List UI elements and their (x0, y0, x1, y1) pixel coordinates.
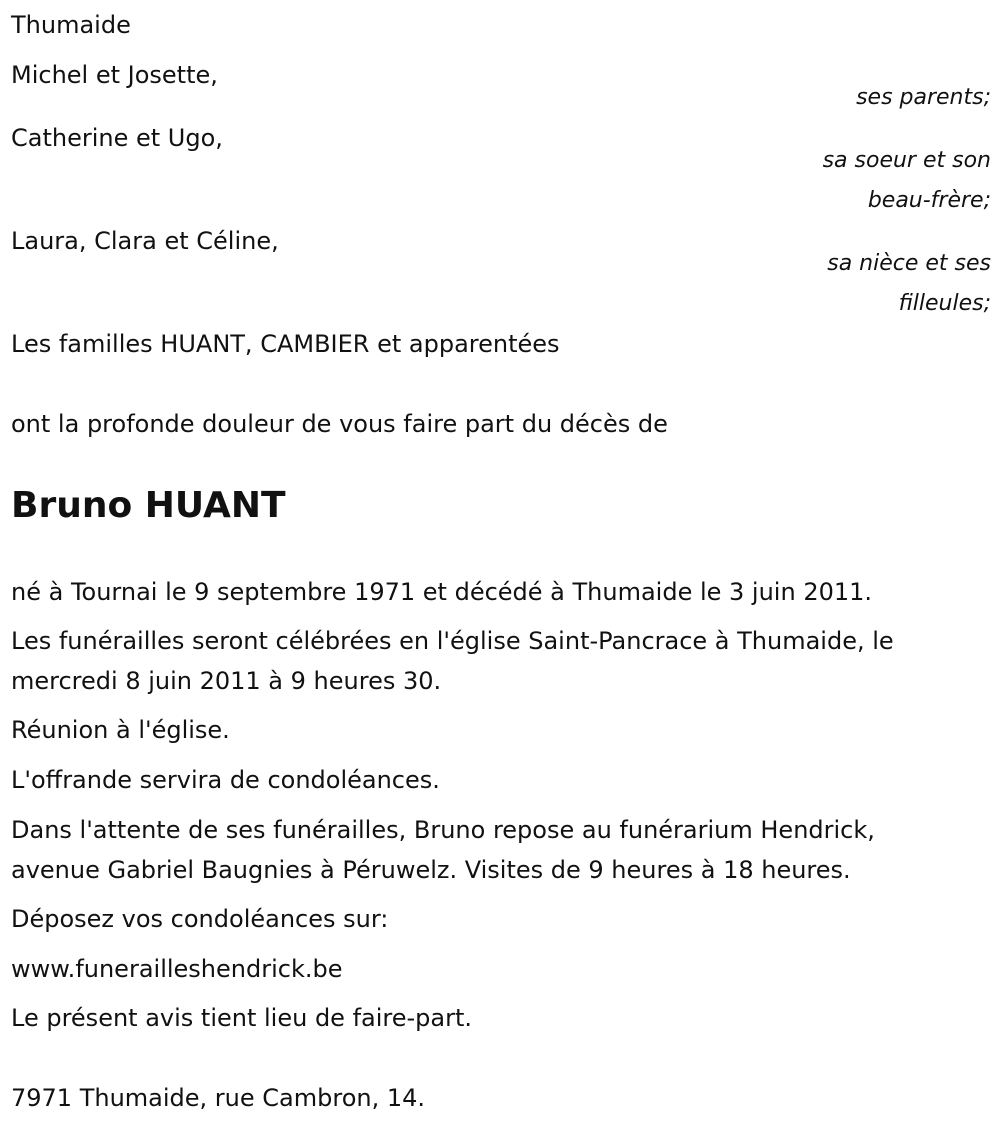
family-sister-relation-line2: beau-frère; (867, 188, 991, 213)
family-parents-relation: ses parents; (856, 85, 991, 110)
rest-line-2: avenue Gabriel Baugnies à Péruwelz. Visites de 9 heures à 18 heures. (11, 856, 851, 884)
announcement-text: ont la profonde douleur de vous faire part du décès de (11, 410, 668, 438)
families-line: Les familles HUANT, CAMBIER et apparentées (11, 330, 560, 358)
condolences-label: Déposez vos condoléances sur: (11, 905, 389, 933)
offering-line: L'offrande servira de condoléances. (11, 766, 440, 794)
family-nieces-relation-line1: sa nièce et ses (827, 251, 991, 276)
family-sister-names: Catherine et Ugo, (11, 124, 223, 152)
funeral-line-1: Les funérailles seront célébrées en l'église Saint-Pancrace à Thumaide, le (11, 627, 894, 655)
deceased-name: Bruno HUANT (11, 485, 286, 526)
family-nieces-names: Laura, Clara et Céline, (11, 227, 279, 255)
rest-line-1: Dans l'attente de ses funérailles, Bruno repose au funérarium Hendrick, (11, 816, 875, 844)
website-link[interactable]: www.funerailleshendrick.be (11, 955, 343, 983)
address-line: 7971 Thumaide, rue Cambron, 14. (11, 1084, 426, 1112)
family-parents-names: Michel et Josette, (11, 61, 218, 89)
notice-line: Le présent avis tient lieu de faire-part. (11, 1004, 473, 1032)
family-nieces-relation-line2: filleules; (898, 291, 991, 316)
funeral-line-2: mercredi 8 juin 2011 à 9 heures 30. (11, 667, 442, 695)
family-sister-relation-line1: sa soeur et son (822, 148, 991, 173)
birth-death-line: né à Tournai le 9 septembre 1971 et décédé à Thumaide le 3 juin 2011. (11, 578, 873, 606)
gathering-line: Réunion à l'église. (11, 716, 230, 744)
place-heading: Thumaide (11, 11, 131, 39)
